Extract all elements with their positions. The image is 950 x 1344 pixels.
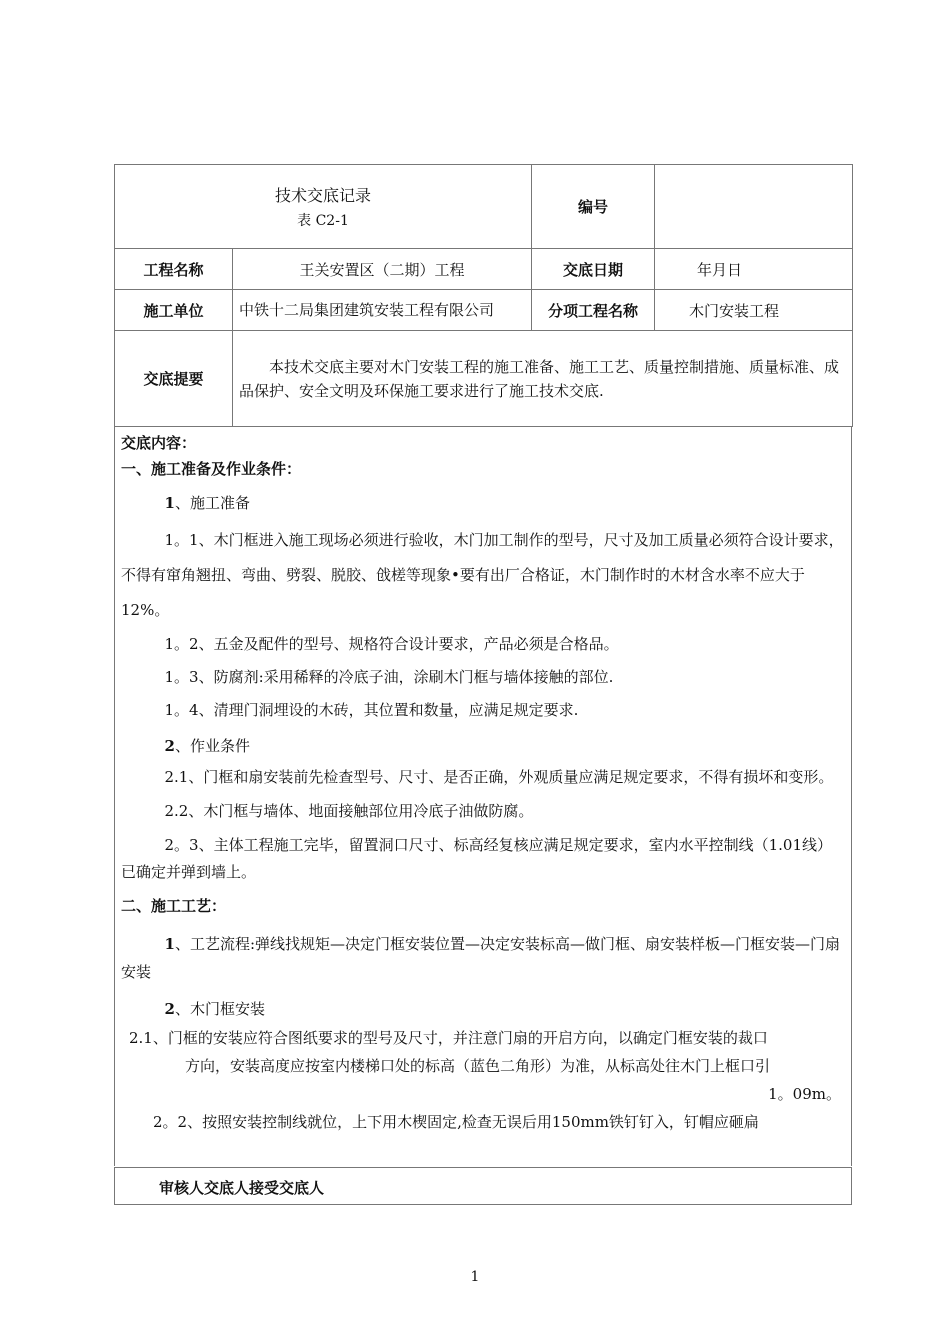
- paragraph-3-1-line1: 2.1、门框的安装应符合图纸要求的型号及尺寸，并注意门扇的开启方向，以确定门框安装的裁口: [129, 1029, 768, 1047]
- unit-label: 施工单位: [115, 290, 233, 331]
- section2-title: 二、施工工艺：: [121, 897, 227, 915]
- header-table: [114, 164, 853, 427]
- subsection-1-1: [115, 489, 851, 517]
- signature-row: [114, 1167, 852, 1205]
- subsection-2-2: [115, 994, 851, 1024]
- form-code: 表 C2-1: [297, 213, 349, 229]
- subsection-title: 、作业条件: [174, 737, 250, 755]
- summary-text: 本技术交底主要对木门安装工程的施工准备、施工工艺、质量控制措施、质量标准、成品保护、安全文明及环保施工要求进行了施工技术交底.: [233, 331, 853, 427]
- signature-labels: 审核人交底人接受交底人: [159, 1179, 325, 1197]
- paragraph-2-2: 2.2、木门框与墙体、地面接触部位用冷底子油做防腐。: [164, 802, 534, 820]
- subsection-number: 1: [164, 494, 175, 512]
- paragraph-1-2: 1。2、五金及配件的型号、规格符合设计要求，产品必须是合格品。: [164, 635, 619, 653]
- subsection-title: 、施工准备: [174, 494, 250, 512]
- page-number: 1: [470, 1269, 480, 1285]
- title-cell: [115, 165, 532, 249]
- subsection-number: 2: [164, 1000, 175, 1018]
- subsection-1-2: [115, 729, 851, 764]
- paragraph-2-3: 2。3、主体工程施工完毕，留置洞口尺寸、标高经复核应满足规定要求，室内水平控制线（1.01线）已确定并弹到墙上。: [121, 836, 832, 881]
- content-label: 交底内容：: [121, 434, 197, 452]
- date-label: 交底日期: [532, 249, 655, 290]
- paragraph-1-4: 1。4、清理门洞埋设的木砖，其位置和数量，应满足规定要求.: [164, 701, 579, 719]
- subsection-number: 1: [164, 935, 175, 953]
- paragraph-1-1: 1。1、木门框进入施工现场必须进行验收，木门加工制作的型号，尺寸及加工质量必须符合设计要求，不得有窜角翘扭、弯曲、劈裂、脱胶、戗槎等现象•要有出厂合格证，木门制作时的木材含水率不应大于12%。: [121, 531, 844, 619]
- paragraph-1-3: 1。3、防腐剂:采用稀释的冷底子油，涂刷木门框与墙体接触的部位.: [164, 668, 614, 686]
- project-name-label: 工程名称: [115, 249, 233, 290]
- process-text: 、工艺流程:弹线找规矩—决定门框安装位置—决定安装标高—做门框、扇安装样板—门框安装—门扇安装: [121, 935, 840, 981]
- paragraph-process: [115, 930, 851, 986]
- paragraph-3-2: 2。2、按照安装控制线就位，上下用木楔固定,检查无误后用150mm铁钉钉入，钉帽应砸扁: [153, 1113, 759, 1131]
- unit-value: 中铁十二局集团建筑安装工程有限公司: [233, 290, 532, 331]
- section1-title: 一、施工准备及作业条件：: [121, 460, 302, 478]
- paragraph-3-1-line2: 方向，安装高度应按室内楼梯口处的标高（蓝色二角形）为准，从标高处往木门上框口引: [185, 1057, 771, 1075]
- number-value: [655, 165, 853, 249]
- content-area: [114, 426, 852, 1166]
- subsection-number: 2: [164, 737, 175, 755]
- subproject-value: 木门安装工程: [655, 290, 853, 331]
- paragraph-2-1: 2.1、门框和扇安装前先检查型号、尺寸、是否正确，外观质量应满足规定要求，不得有损坏和变形。: [164, 768, 834, 786]
- date-value: 年月日: [655, 249, 853, 290]
- project-name-value: 王关安置区（二期）工程: [233, 249, 532, 290]
- number-label: 编号: [532, 165, 655, 249]
- subsection-title: 、木门框安装: [174, 1000, 265, 1018]
- subproject-label: 分项工程名称: [532, 290, 655, 331]
- summary-label: 交底提要: [115, 331, 233, 427]
- paragraph-3-1-line3: 1。09m。: [768, 1085, 841, 1103]
- form-title: 技术交底记录: [275, 186, 372, 205]
